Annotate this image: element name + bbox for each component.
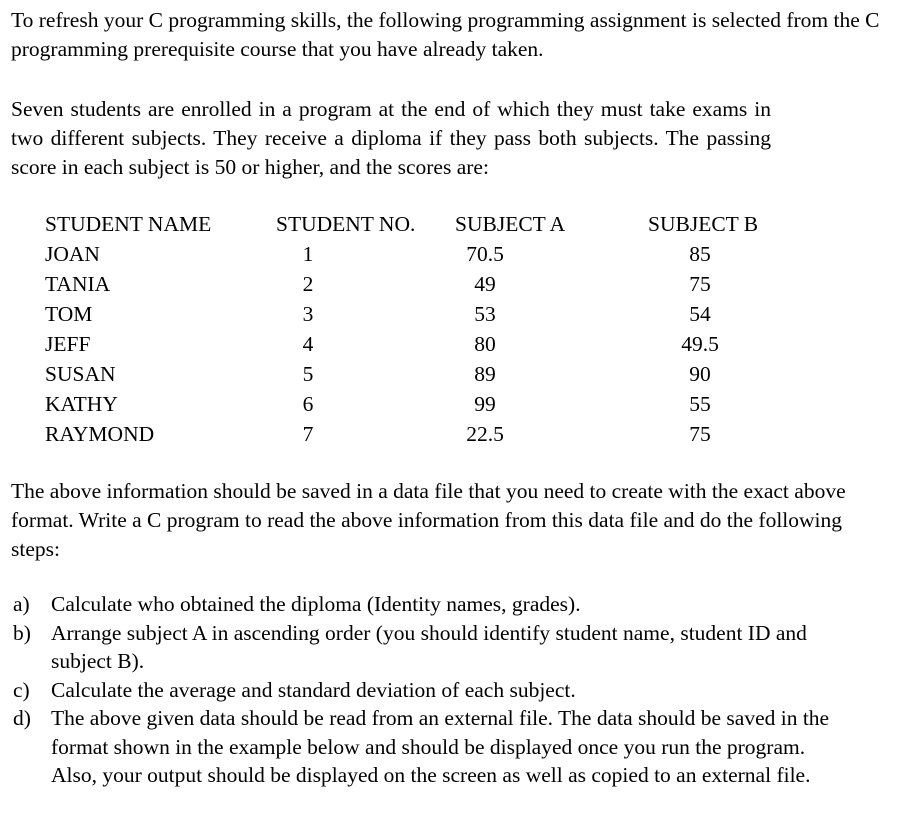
step-marker: c) bbox=[13, 677, 30, 702]
cell-subject-b: 49.5 bbox=[681, 332, 719, 356]
cell-subject-a: 80 bbox=[474, 332, 496, 356]
cell-subject-b: 85 bbox=[689, 242, 711, 266]
list-item bbox=[0, 676, 841, 705]
cell-student-name: RAYMOND bbox=[45, 422, 155, 446]
header-student-no: STUDENT NO. bbox=[276, 212, 416, 236]
cell-student-no: 1 bbox=[302, 242, 314, 266]
cell-student-no: 6 bbox=[302, 392, 314, 416]
step-text: Arrange subject A in ascending order (you should identify student name, student ID and subject B). bbox=[51, 620, 807, 673]
list-item bbox=[0, 704, 841, 790]
cell-student-name: SUSAN bbox=[45, 362, 116, 386]
steps-list bbox=[0, 590, 905, 790]
header-subject-a: SUBJECT A bbox=[455, 212, 566, 236]
cell-subject-a: 70.5 bbox=[466, 242, 504, 266]
header-student-name: STUDENT NAME bbox=[45, 212, 212, 236]
list-item bbox=[0, 590, 841, 619]
step-text: Calculate who obtained the diploma (Identity names, grades). bbox=[51, 592, 581, 616]
cell-student-no: 7 bbox=[302, 422, 314, 446]
cell-subject-b: 75 bbox=[689, 422, 711, 446]
step-marker: b) bbox=[13, 620, 31, 645]
cell-student-name: TOM bbox=[45, 302, 93, 326]
cell-student-no: 4 bbox=[302, 332, 314, 356]
step-marker: d) bbox=[13, 706, 31, 730]
cell-student-no: 5 bbox=[302, 362, 314, 386]
step-marker: a) bbox=[13, 592, 30, 616]
intro-paragraph: To refresh your C programming skills, the following programming assignment is selected from the C programming prerequisite course that you have already taken. bbox=[11, 8, 880, 61]
cell-student-name: JEFF bbox=[45, 332, 91, 356]
cell-subject-b: 75 bbox=[689, 272, 711, 296]
header-subject-b: SUBJECT B bbox=[648, 212, 759, 236]
cell-student-name: JOAN bbox=[45, 242, 100, 266]
step-text: The above given data should be read from an external file. The data should be saved in the format shown in the example below and should be displayed once you run the program. Also, your output should be displayed on the screen as well as copied to an external file. bbox=[51, 706, 830, 787]
cell-student-no: 2 bbox=[302, 272, 314, 296]
cell-subject-a: 49 bbox=[474, 272, 496, 296]
cell-subject-a: 53 bbox=[474, 302, 496, 326]
cell-subject-b: 55 bbox=[689, 392, 711, 416]
cell-student-name: KATHY bbox=[45, 392, 118, 416]
cell-subject-a: 99 bbox=[474, 392, 496, 416]
cell-subject-a: 89 bbox=[474, 362, 496, 386]
cell-student-name: TANIA bbox=[45, 272, 111, 296]
cell-subject-b: 54 bbox=[689, 302, 711, 326]
cell-student-no: 3 bbox=[302, 302, 314, 326]
list-item bbox=[0, 619, 841, 676]
description-paragraph: Seven students are enrolled in a program at the end of which they must take exams in two different subjects. They receive a diploma if they pass both subjects. The passing score in each subject is 50 or higher, and the scores are: bbox=[11, 97, 771, 179]
instructions-paragraph: The above information should be saved in a data file that you need to create with the exact above format. Write a C program to read the above information from this data file and do the following steps: bbox=[11, 479, 846, 561]
cell-subject-a: 22.5 bbox=[466, 422, 504, 446]
step-text: Calculate the average and standard deviation of each subject. bbox=[51, 677, 576, 702]
scores-table bbox=[0, 210, 905, 450]
cell-subject-b: 90 bbox=[689, 362, 711, 386]
